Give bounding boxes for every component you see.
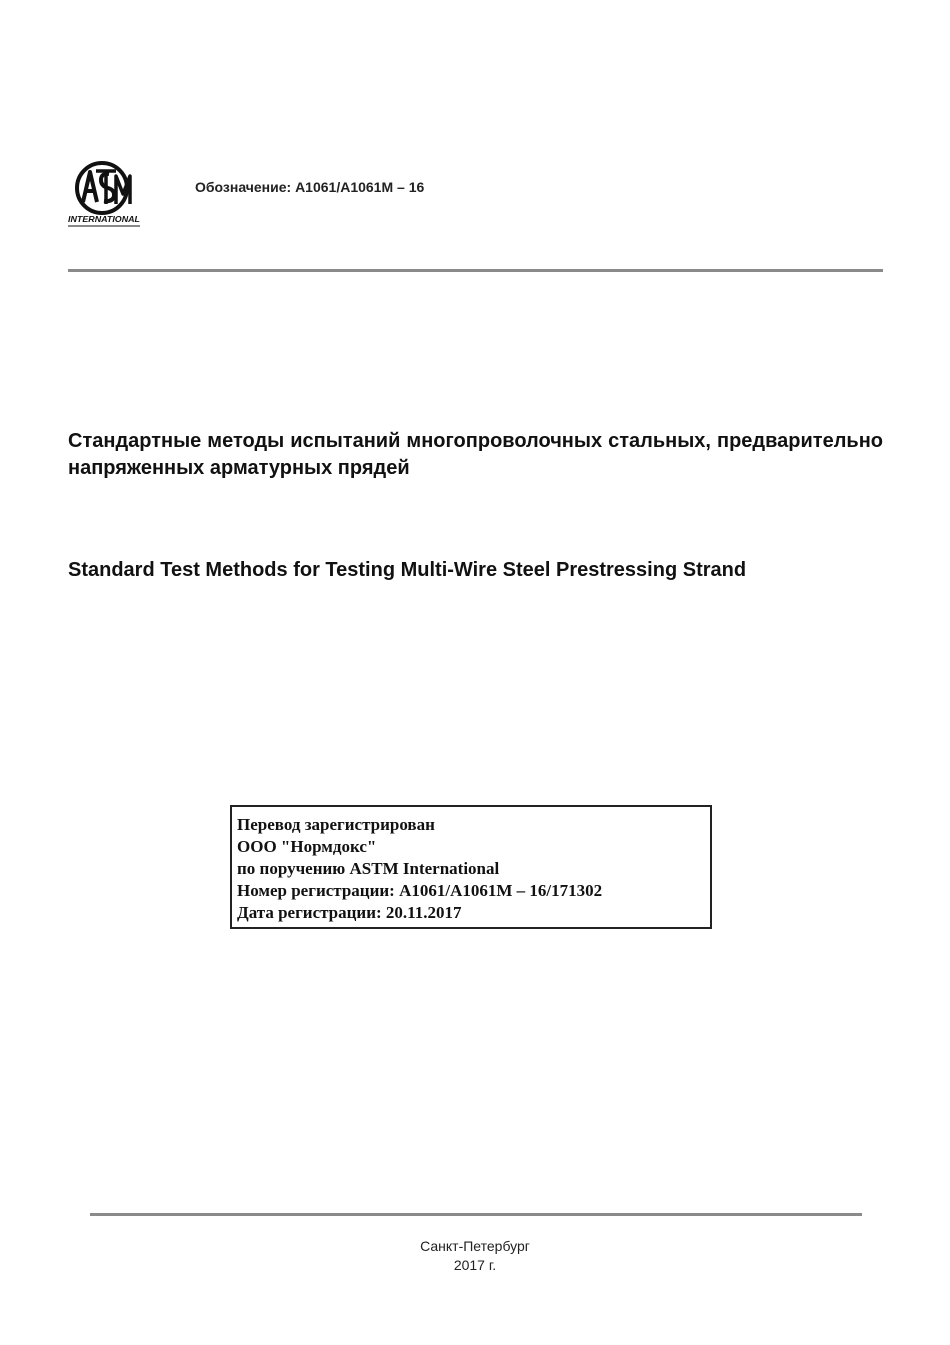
logo-text: INTERNATIONAL: [68, 214, 140, 224]
footer-city: Санкт-Петербург: [420, 1238, 530, 1254]
title-english: Standard Test Methods for Testing Multi-Wire Steel Prestressing Strand: [68, 559, 747, 581]
footer-year: 2017 г.: [453, 1257, 497, 1273]
registration-line: Номер регистрации: A1061/A1061M – 16/171302: [237, 881, 603, 900]
bottom-divider: [90, 1213, 862, 1216]
astm-logo: [66, 160, 142, 228]
registration-line: Перевод зарегистрирован: [237, 815, 435, 834]
document-designation: Обозначение: A1061/A1061M – 16: [195, 179, 425, 195]
registration-line: ООО "Нормдокс": [237, 837, 377, 856]
registration-lines: [237, 814, 602, 924]
registration-box: [230, 805, 712, 929]
registration-line: Дата регистрации: 20.11.2017: [237, 903, 462, 922]
top-divider: [68, 269, 883, 272]
title-russian: Стандартные методы испытаний многопроволочных стальных, предварительно напряженных арматурных прядей: [68, 430, 883, 479]
registration-line: по поручению ASTM International: [237, 859, 500, 878]
astm-international-logo-icon: [66, 160, 142, 228]
